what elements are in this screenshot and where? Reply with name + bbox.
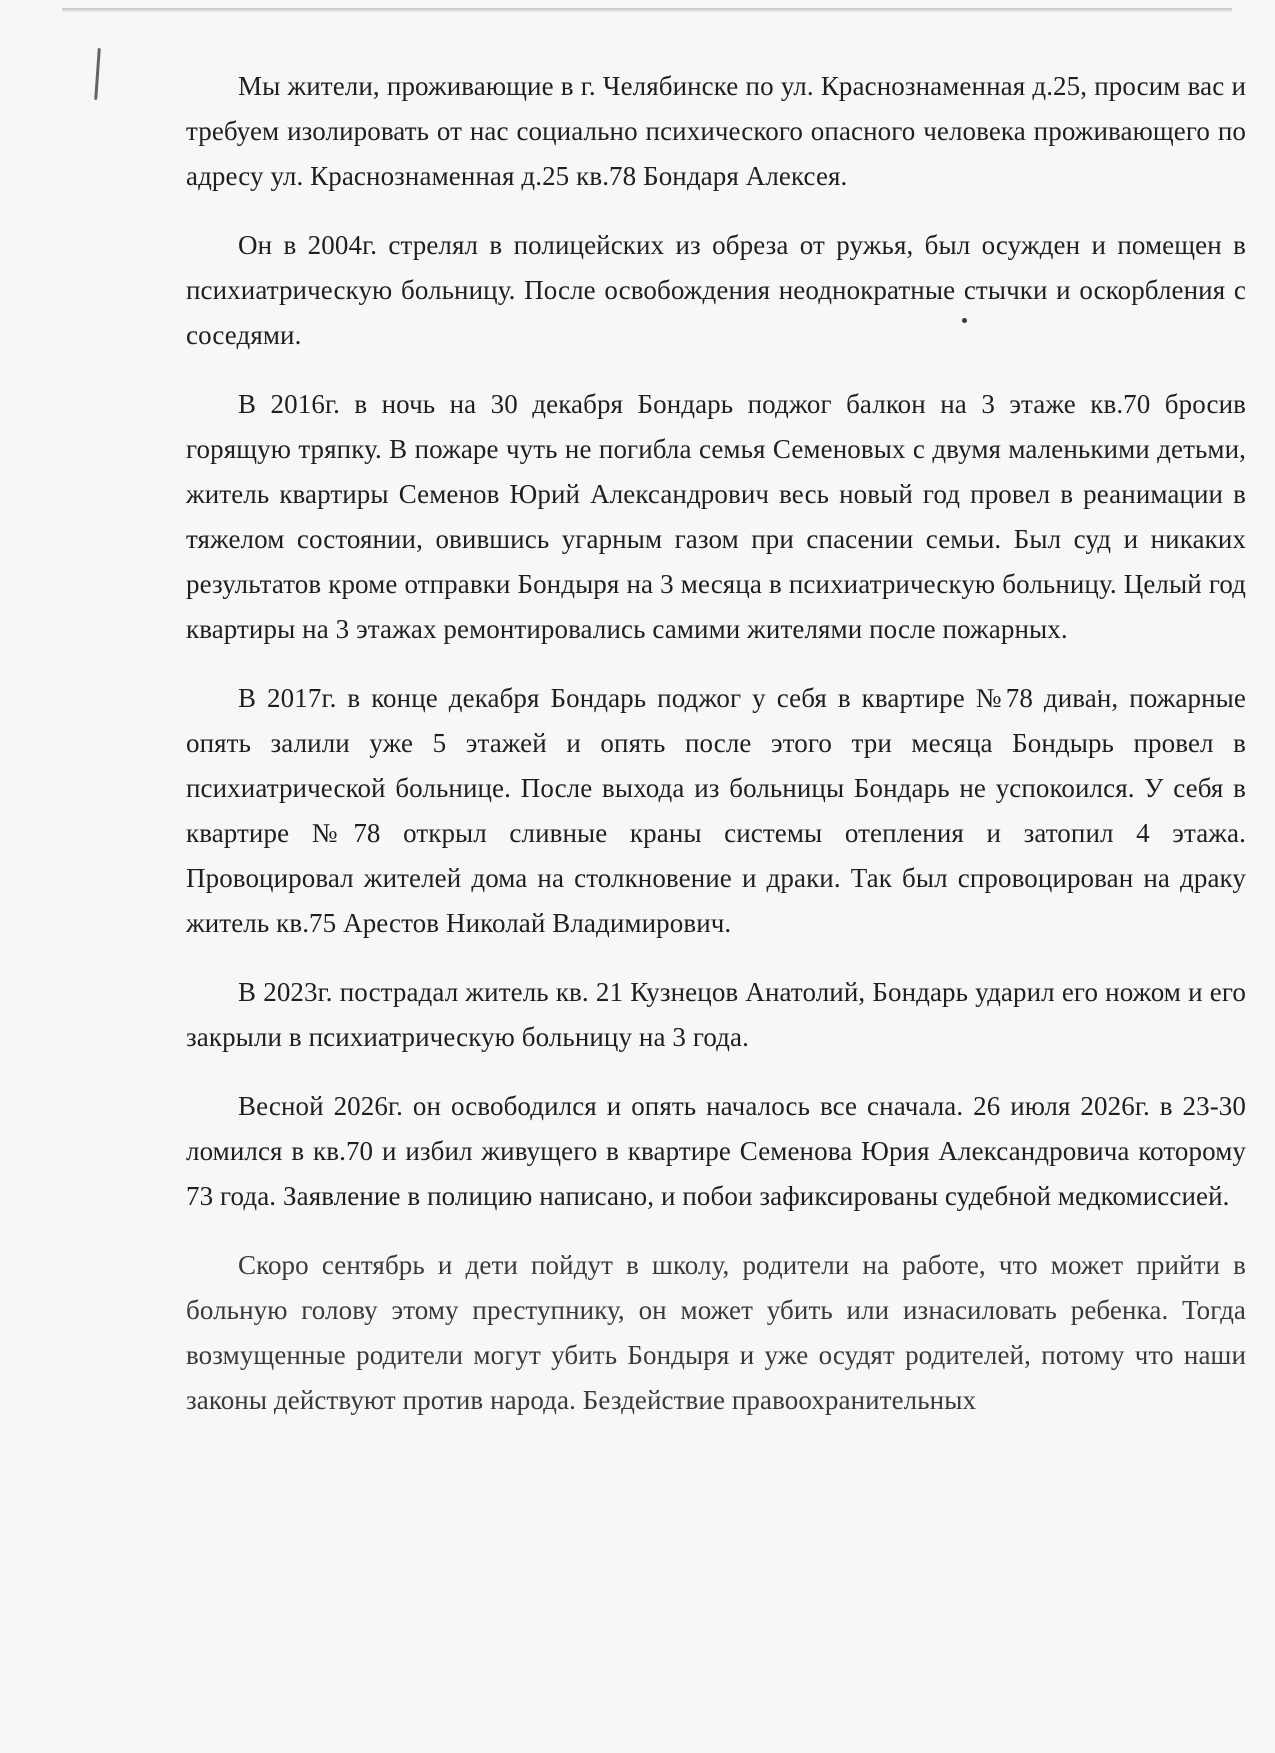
paragraph-2026-assault: Весной 2026г. он освободился и опять началось все сначала. 26 июля 2026г. в 23-30 ломился в кв.70 и избил живущего в квартире Семенова Юрия Александровича которому 73 года. Заявление в полицию написано, и побои зафиксированы судебной медкомиссией. (186, 1091, 1246, 1211)
paragraph-request: Мы жители, проживающие в г. Челябинске по ул. Краснознаменная д.25, просим вас и требуем изолировать от нас социально психического опасного человека проживающего по адресу ул. Краснознаменная д.25 кв.78 Бондаря Алексея. (186, 71, 1246, 191)
scan-top-edge (62, 8, 1232, 12)
paragraph-2023-stabbing: В 2023г. пострадал житель кв. 21 Кузнецов Анатолий, Бондарь ударил его ножом и его закрыли в психиатрическую больницу на 3 года. (186, 977, 1246, 1052)
paragraph-concern: Скоро сентябрь и дети пойдут в школу, родители на работе, что может прийти в больную голову этому преступнику, он может убить или изнасиловать ребенка. Тогда возмущенные родители могут убить Бондыря и уже осудят родителей, потому что наши законы действуют против народа. Бездействие правоохранительных (186, 1250, 1246, 1415)
pen-mark (94, 48, 101, 100)
paragraph-2017-fire: В 2017г. в конце декабря Бондарь поджог у себя в квартире №78 диван, пожарные опять залили уже 5 этажей и опять после этого три месяца Бондырь провел в психиатрической больнице. После выхода из больницы Бондарь не успокоился. У себя в квартире №78 открыл сливные краны системы отепления и затопил 4 этажа. Провоцировал жителей дома на столкновение и драки. Так был спровоцирован на драку житель кв.75 Арестов Николай Владимирович. (186, 683, 1246, 938)
paragraph-2016-fire: В 2016г. в ночь на 30 декабря Бондарь поджог балкон на 3 этаже кв.70 бросив горящую тряпку. В пожаре чуть не погибла семья Семеновых с двумя маленькими детьми, житель квартиры Семенов Юрий Александрович весь новый год провел в реанимации в тяжелом состоянии, овившись угарным газом при спасении семьи. Был суд и никаких результатов кроме отправки Бондыря на 3 месяца в психиатрическую больницу. Целый год квартиры на 3 этажах ремонтировались самими жителями после пожарных. (186, 389, 1246, 644)
letter-body (186, 64, 1246, 1447)
paragraph-2004-incident: Он в 2004г. стрелял в полицейских из обреза от ружья, был осужден и помещен в психиатрическую больницу. После освобождения неоднократные стычки и оскорбления с соседями. (186, 230, 1246, 350)
